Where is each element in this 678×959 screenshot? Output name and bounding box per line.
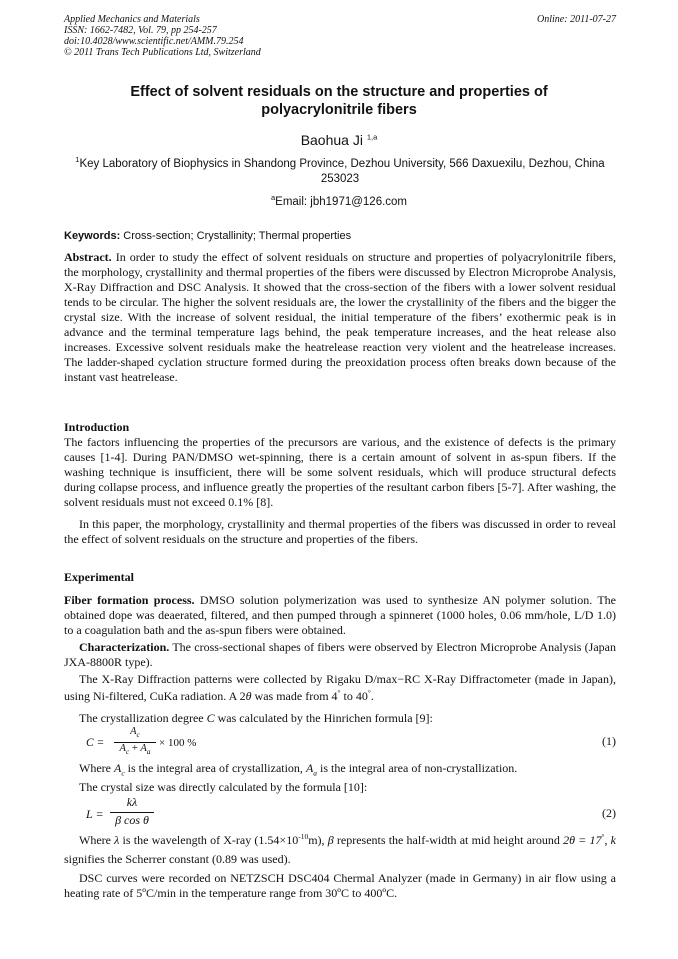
affiliation	[64, 157, 616, 187]
dsc-paragraph: DSC curves were recorded on NETZSCH DSC404 Chermal Analyzer (made in Germany) in air flow using a heating rate of 5ºC/min in the temperature range from 30ºC to 400ºC.	[64, 871, 616, 900]
degree-mark: °	[601, 832, 605, 841]
doi-line: doi:10.4028/www.scientific.net/AMM.79.254	[64, 36, 244, 47]
equation-1	[64, 727, 616, 759]
eq1-numerator	[114, 726, 156, 739]
fiber-formation-label: Fiber formation process.	[64, 593, 195, 607]
eq1-num-sub: c	[136, 730, 140, 740]
xrd-text-d: .	[370, 689, 374, 703]
where1-sub2: a	[313, 768, 318, 778]
crystal-size-paragraph: The crystal size was directly calculated by the formula [10]:	[79, 780, 368, 794]
where1-var2: A	[305, 761, 314, 775]
theta-symbol: θ	[245, 689, 252, 703]
abstract-text: In order to study the effect of solvent residuals on structure and properties of polyacrylonitrile fibers, the morphology, crystallinity and thermal properties of the fibers were discussed by Electron Microprobe Analysis, X-Ray Diffraction and DSC Analysis. It showed that the cross-section of the fibers with a lower solvent residual tends to be circular. The higher the solvent residuals are, the lower the crystallinity of the fibers and the bigger the crystal size. With the increase of solvent residual, the initial temperature of the fibers’ exothermic peak is in advance and the terminal temperature lags behind, the peak temperature increases, and the heat release also increases. Excessive solvent residuals make the heatrelease reaction very violent and the heatrelease increases. The ladder-shaped cyclation structure formed during the preoxidation process often breaks down because of the instant vast heatrelease.	[64, 250, 616, 384]
where2-text-b: is the wavelength of X-ray (1.54×10	[119, 833, 299, 847]
eq2-fraction	[110, 795, 154, 829]
abstract-label: Abstract.	[64, 250, 112, 264]
author-affil-mark: 1,a	[366, 132, 378, 142]
where2-text-f: signifies the Scherrer constant (0.89 was used).	[64, 852, 291, 866]
eq2-number: (2)	[602, 806, 616, 820]
email-mark: a	[270, 193, 276, 203]
eq1-rhs: × 100 %	[159, 737, 197, 749]
where2-text-d: represents the half-width at mid height around	[333, 833, 564, 847]
where-1-paragraph	[64, 761, 616, 780]
keywords-text: Cross-section; Crystallinity; Thermal properties	[120, 230, 352, 242]
eq1-den-sub-b: a	[146, 747, 151, 757]
equation-2	[64, 795, 616, 829]
introduction-paragraph-2: In this paper, the morphology, crystallinity and thermal properties of the fibers was discussed in order to reveal the effect of solvent residuals on the structure and properties of the fibers.	[64, 517, 616, 546]
introduction-heading: Introduction	[64, 420, 130, 434]
crystallization-text-b: was calculated by the Hinrichen formula [9]:	[214, 711, 433, 725]
xrd-paragraph	[64, 671, 616, 705]
eq1-denominator	[114, 743, 156, 756]
experimental-heading: Experimental	[64, 570, 134, 584]
title-line-2: polyacrylonitrile fibers	[261, 102, 417, 118]
crystallization-paragraph	[64, 711, 616, 726]
where1-text-b: is the integral area of crystallization,	[124, 761, 306, 775]
online-date: Online: 2011-07-27	[537, 14, 616, 25]
characterization-text: The cross-sectional shapes of fibers were observed by Electron Microprobe Analysis (Japan JXA-8800R type).	[64, 640, 616, 669]
abstract	[64, 250, 616, 385]
eq2-lhs: L =	[86, 807, 104, 821]
two-theta-expression: 2θ = 17	[563, 833, 602, 847]
characterization-label: Characterization.	[79, 640, 170, 654]
eq1-den-sub-a: c	[125, 747, 130, 757]
characterization-paragraph	[64, 640, 616, 670]
k-symbol: k	[610, 833, 616, 847]
affiliation-mark: 1	[75, 155, 80, 165]
where1-var: A	[113, 761, 122, 775]
where-2-paragraph	[64, 831, 616, 869]
where2-text-e: ,	[604, 833, 611, 847]
eq2-denominator: β cos θ	[115, 813, 149, 827]
where2-text-a: Where	[79, 833, 115, 847]
keywords-label: Keywords:	[64, 230, 121, 242]
issn-line: ISSN: 1662-7482, Vol. 79, pp 254-257	[64, 25, 217, 36]
where1-text-c: is the integral area of non-crystallization.	[317, 761, 518, 775]
eq1-number: (1)	[602, 734, 616, 748]
introduction-paragraph-1: The factors influencing the properties of the precursors are various, and the existence of defects is the primary causes [1-4]. During PAN/DMSO wet-spinning, there is a certain amount of solvent in as-spun fibers. If the washing technique is insufficient, there will be some solvent residuals, which will produce structural defects during collapse process, and influence greatly the properties of the resultant carbon fibers [5-7]. After washing, the solvent residuals must not exceed 0.1% [8].	[64, 435, 616, 509]
crystallization-text-a: The crystallization degree	[79, 711, 207, 725]
eq1-fraction	[114, 727, 156, 759]
eq2-numerator: kλ	[126, 795, 138, 809]
where1-text-a: Where	[79, 761, 114, 775]
journal-header	[64, 14, 616, 58]
where1-sub: c	[121, 768, 125, 778]
eq1-plus: +	[129, 743, 141, 754]
degree-mark: °	[367, 688, 371, 697]
lambda-symbol: λ	[114, 833, 120, 847]
author-line	[40, 131, 638, 149]
email-line	[40, 195, 638, 210]
eq1-num-var: A	[130, 726, 137, 737]
fiber-formation-text: DMSO solution polymerization was used to synthesize AN polymer solution. The obtained dope was deaerated, filtered, and then pumped through a spinneret (1000 holes, 0.06 mm/hole, L/D 1.0) to a coagulation bath and the as-spun fibers were obtained.	[64, 593, 616, 637]
keywords	[64, 229, 616, 244]
beta-symbol: β	[327, 833, 334, 847]
title-line-1: Effect of solvent residuals on the structure and properties of	[130, 84, 548, 100]
eq1-den-var-b: A	[140, 743, 147, 754]
crystallization-var: C	[206, 711, 215, 725]
copyright-line: © 2011 Trans Tech Publications Ltd, Switzerland	[64, 47, 261, 58]
author-name: Baohua Ji	[300, 132, 367, 148]
where2-exponent: -10	[298, 832, 309, 841]
paper-title	[40, 83, 638, 119]
fiber-formation-paragraph	[64, 593, 616, 638]
where2-text-c: m),	[308, 833, 328, 847]
xrd-text-b: was made from 4	[251, 689, 338, 703]
xrd-text-a: The X-Ray Diffraction patterns were collected by Rigaku D/max−RC X-Ray Diffractometer (made in Japan), using Ni-filtered, CuKa radiation. A 2	[64, 672, 616, 703]
eq1-den-var-a: A	[119, 743, 126, 754]
xrd-text-c: to 40	[340, 689, 368, 703]
eq1-lhs: C =	[86, 737, 105, 749]
affiliation-text: Key Laboratory of Biophysics in Shandong Province, Dezhou University, 566 Daxuexilu, Dezhou, China 253023	[79, 158, 605, 185]
degree-mark: °	[337, 688, 341, 697]
journal-name: Applied Mechanics and Materials	[64, 14, 200, 25]
email-text: Email: jbh1971@126.com	[275, 196, 408, 208]
